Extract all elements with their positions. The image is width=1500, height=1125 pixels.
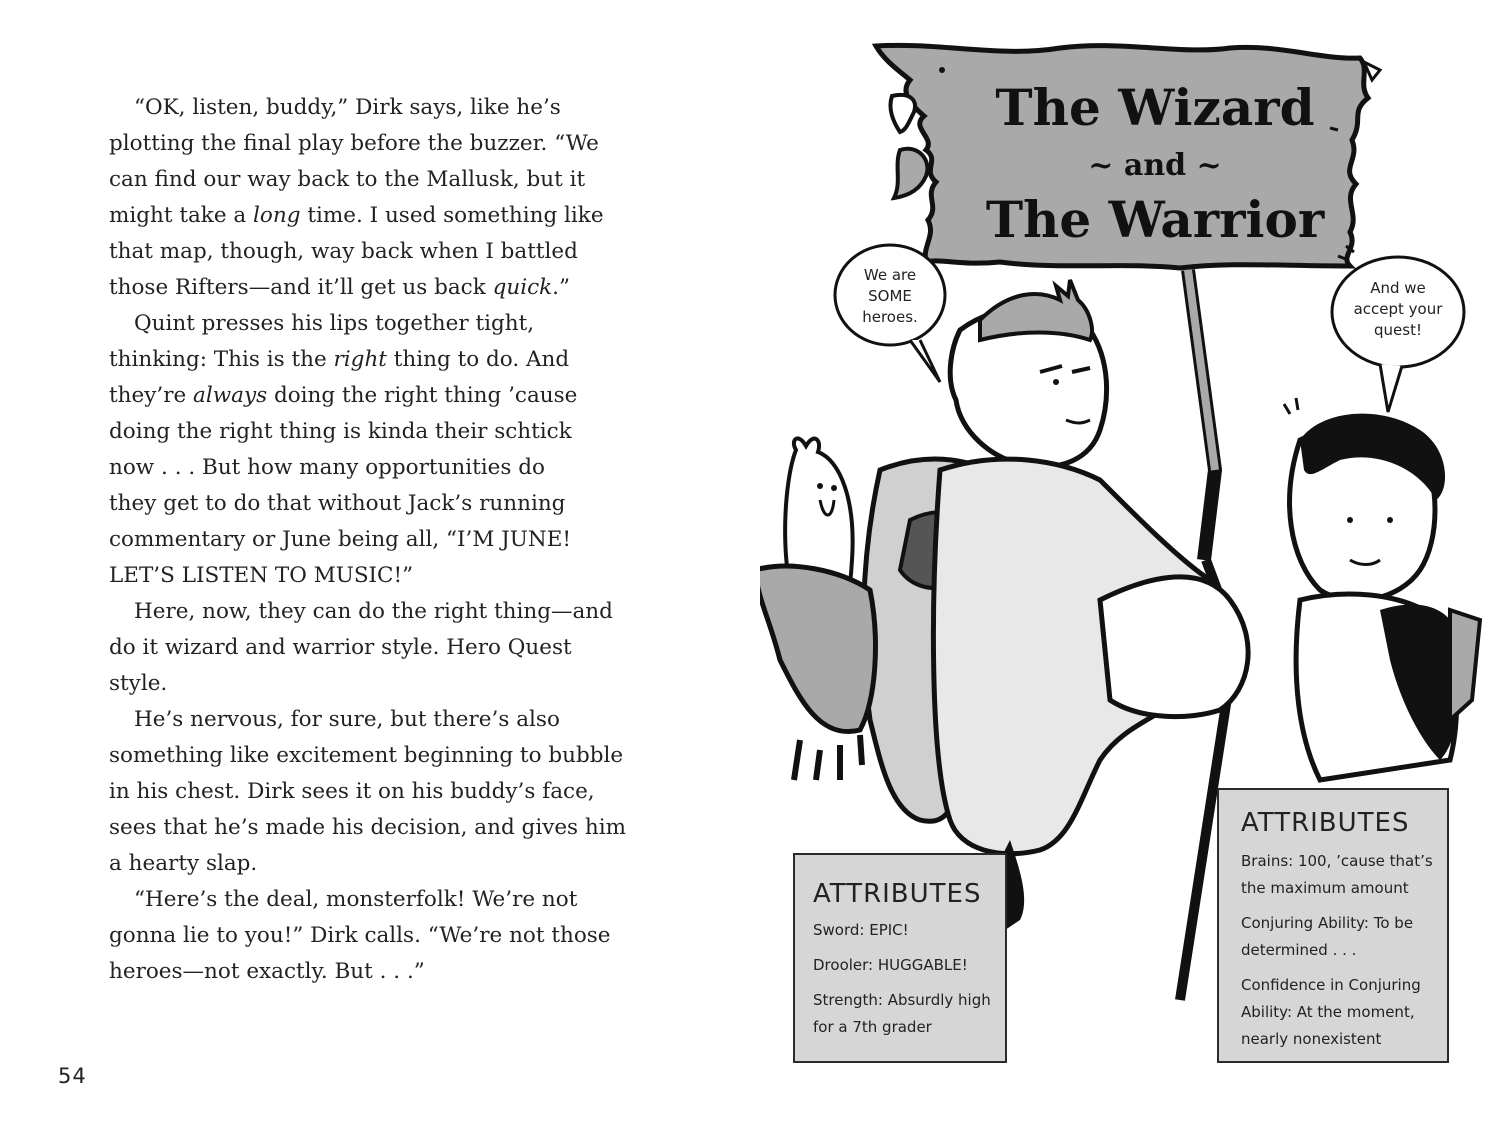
text-line: Here, now, they can do the right thing—and [134,599,613,624]
text-span: thinking: This is the [109,347,334,372]
banner-title-line3: The Warrior [985,190,1325,249]
quint-character [1284,398,1480,780]
text-span: doing the right thing ’cause [267,383,578,408]
banner-title-line1: The Wizard [995,78,1315,137]
speech-left-line1: We are [863,266,917,284]
text-line: plotting the final play before the buzzer. “We [109,131,599,156]
speech-right-line2: accept your [1353,300,1443,318]
text-line: sees that he’s made his decision, and gives him [109,815,627,840]
dirk-attributes-box [793,853,1007,1063]
quint-attr-line: the maximum amount [1241,879,1409,897]
text-line: LET’S LISTEN TO MUSIC!” [109,563,414,588]
italic-text: long [253,203,301,228]
quint-attr-line: determined . . . [1241,941,1357,959]
dirk-attr-line: for a 7th grader [813,1018,932,1036]
text-line: commentary or June being all, “I’M JUNE! [109,527,572,552]
text-span: .” [552,275,570,300]
text-span: thing to do. And [386,347,570,372]
speech-text-right [1340,278,1456,341]
quint-attr-line: nearly nonexistent [1241,1030,1382,1048]
text-line: something like excitement beginning to bubble [109,743,624,768]
text-span: might take a [109,203,254,228]
text-line: heroes—not exactly. But . . .” [109,959,425,984]
quint-attr-line: Brains: 100, ’cause that’s [1241,852,1433,870]
text-line: “Here’s the deal, monsterfolk! We’re not [134,887,578,912]
text-line [109,342,649,378]
speech-right-line1: And we [1370,279,1426,297]
quint-attr-line: Conjuring Ability: To be [1241,914,1414,932]
dirk-attributes-title: ATTRIBUTES [813,879,982,909]
dirk-attr-line: Drooler: HUGGABLE! [813,956,968,974]
text-line: can find our way back to the Mallusk, but it [109,167,586,192]
text-line: doing the right thing is kinda their schtick [109,419,572,444]
speech-left-line2: SOME [868,287,912,305]
text-line: Quint presses his lips together tight, [134,311,535,336]
text-line: He’s nervous, for sure, but there’s also [134,707,560,732]
speech-right-line3: quest! [1374,321,1422,339]
text-line: do it wizard and warrior style. Hero Quest [109,635,572,660]
text-span: those Rifters—and it’ll get us back [109,275,493,300]
text-line [109,378,649,414]
page-number: 54 [58,1064,87,1088]
text-line [109,270,649,306]
text-span: time. I used something like [300,203,604,228]
text-line [109,198,649,234]
quint-attr-line: Confidence in Conjuring [1241,976,1421,994]
quint-attributes-title: ATTRIBUTES [1241,808,1410,838]
text-line: “OK, listen, buddy,” Dirk says, like he’s [134,95,561,120]
right-page [760,0,1500,1125]
text-line: a hearty slap. [109,851,258,876]
story-text [109,90,649,990]
quint-attributes-box [1217,788,1449,1063]
text-line: in his chest. Dirk sees it on his buddy’s face, [109,779,595,804]
text-span: they’re [109,383,194,408]
dirk-attr-line: Sword: EPIC! [813,921,909,939]
speech-left-line3: heroes. [862,308,918,326]
quint-attr-line: Ability: At the moment, [1241,1003,1415,1021]
text-line: gonna lie to you!” Dirk calls. “We’re not those [109,923,611,948]
text-line: style. [109,671,168,696]
text-line: they get to do that without Jack’s running [109,491,566,516]
banner-title-line2: ~ and ~ [1088,148,1222,183]
italic-text: quick [492,275,553,300]
speech-text-left [840,265,940,328]
italic-text: right [333,347,387,372]
dirk-attr-line: Strength: Absurdly high [813,991,991,1009]
italic-text: always [193,383,268,408]
text-line: that map, though, way back when I battled [109,239,578,264]
text-line: now . . . But how many opportunities do [109,455,545,480]
